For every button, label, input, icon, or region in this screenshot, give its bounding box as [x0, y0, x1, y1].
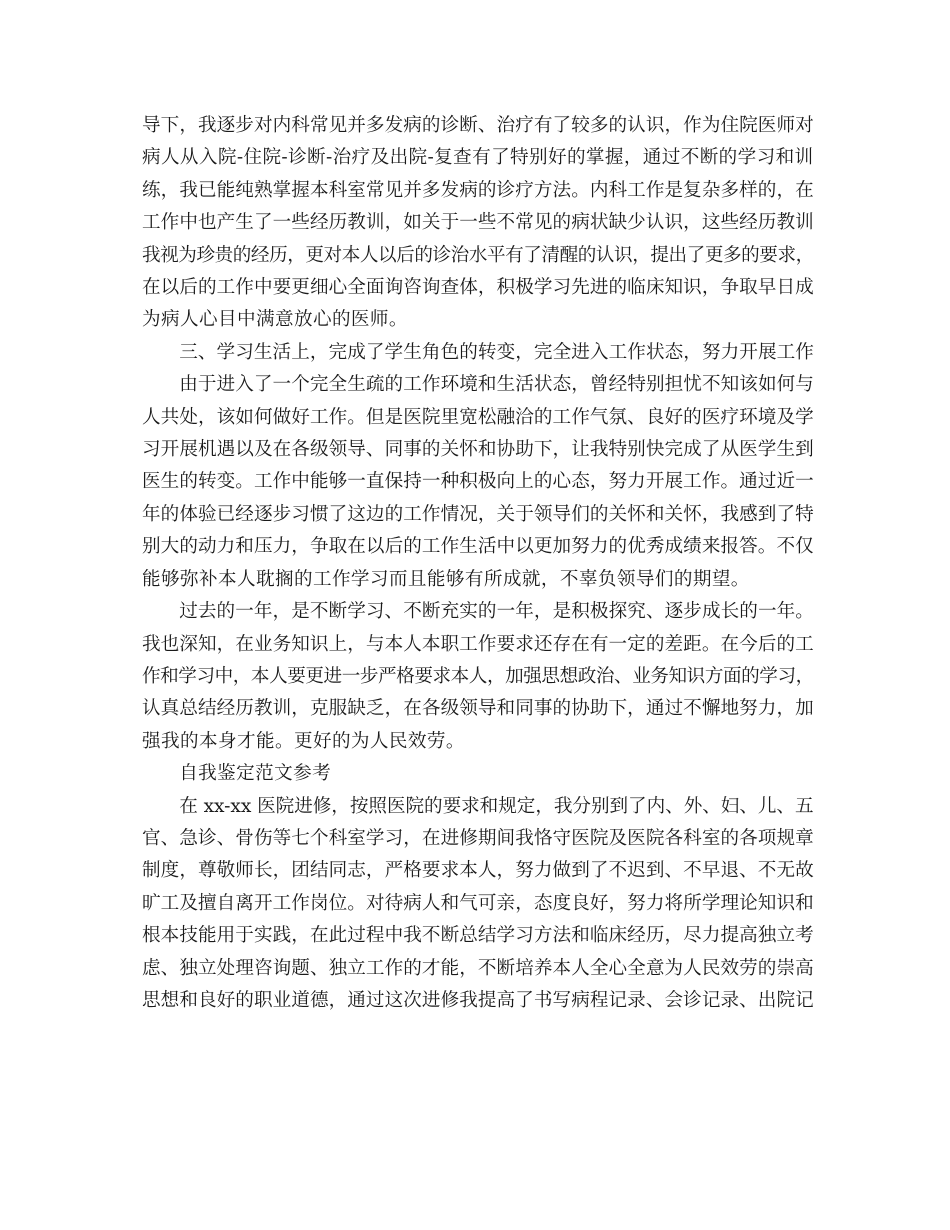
text-line: 官、急诊、骨伤等七个科室学习，在进修期间我恪守医院及医院各科室的各项规章 [142, 827, 814, 849]
text-line: 由于进入了一个完全生疏的工作环境和生活状态，曾经特别担忧不知该如何与 [179, 374, 814, 396]
text-line: 病人从入院-住院-诊断-治疗及出院-复查有了特别好的掌握，通过不断的学习和训 [142, 147, 814, 169]
text-line: 医生的转变。工作中能够一直保持一种积极向上的心态，努力开展工作。通过近一 [142, 471, 814, 493]
text-line: 习开展机遇以及在各级领导、同事的关怀和协助下，让我特别快完成了从医学生到 [142, 439, 814, 461]
text-line: 过去的一年，是不断学习、不断充实的一年，是积极探究、逐步成长的一年。 [179, 601, 814, 623]
text-line: 能够弥补本人耽搁的工作学习而且能够有所成就，不辜负领导们的期望。 [142, 568, 750, 590]
text-line: 为病人心目中满意放心的医师。 [142, 309, 408, 331]
text-line: 别大的动力和压力，争取在以后的工作生活中以更加努力的优秀成绩来报答。不仅 [142, 536, 814, 558]
text-line: 根本技能用于实践，在此过程中我不断总结学习方法和临床经历，尽力提高独立考 [142, 925, 814, 947]
text-line: 制度，尊敬师长，团结同志，严格要求本人，努力做到了不迟到、不早退、不无故 [142, 860, 814, 882]
text-line: 思想和良好的职业道德，通过这次进修我提高了书写病程记录、会诊记录、出院记 [142, 989, 814, 1011]
text-line: 虑、独立处理咨询题、独立工作的才能，不断培养本人全心全意为人民效劳的崇高 [142, 957, 814, 979]
section-heading-study-life [142, 337, 814, 369]
text-line: 年的体验已经逐步习惯了这边的工作情况，关于领导们的关怀和关怀，我感到了特 [142, 503, 814, 525]
paragraph-internal-medicine-progress [142, 110, 814, 337]
text-line: 旷工及擅自离开工作岗位。对待病人和气可亲，态度良好，努力将所学理论知识和 [142, 892, 814, 914]
paragraph-role-transition [142, 369, 814, 596]
section-title-self-appraisal [142, 758, 814, 790]
text-line: 我视为珍贵的经历，更对本人以后的诊治水平有了清醒的认识，提出了更多的要求， [142, 244, 814, 266]
paragraph-hospital-training [142, 791, 814, 1018]
paragraph-year-summary [142, 596, 814, 758]
document-body [142, 110, 814, 1017]
text-line: 练，我已能纯熟掌握本科室常见并多发病的诊疗方法。内科工作是复杂多样的，在 [142, 179, 814, 201]
text-line: 工作中也产生了一些经历教训，如关于一些不常见的病状缺少认识，这些经历教训 [142, 212, 814, 234]
text-line: 我也深知，在业务知识上，与本人本职工作要求还存在有一定的差距。在今后的工 [142, 633, 814, 655]
text-line: 导下，我逐步对内科常见并多发病的诊断、治疗有了较多的认识，作为住院医师对 [142, 115, 814, 136]
text-line: 自我鉴定范文参考 [179, 763, 332, 785]
text-line: 人共处，该如何做好工作。但是医院里宽松融洽的工作气氛、良好的医疗环境及学 [142, 406, 814, 428]
text-line: 在以后的工作中要更细心全面询咨询查体，积极学习先进的临床知识，争取早日成 [142, 277, 814, 299]
text-line: 在 xx-xx 医院进修，按照医院的要求和规定，我分别到了内、外、妇、儿、五 [179, 795, 814, 817]
text-line: 强我的本身才能。更好的为人民效劳。 [142, 730, 465, 752]
text-line: 认真总结经历教训，克服缺乏，在各级领导和同事的协助下，通过不懈地努力，加 [142, 698, 814, 720]
text-line: 三、学习生活上，完成了学生角色的转变，完全进入工作状态，努力开展工作 [179, 341, 814, 363]
text-line: 作和学习中，本人要更进一步严格要求本人，加强思想政治、业务知识方面的学习， [142, 665, 814, 687]
